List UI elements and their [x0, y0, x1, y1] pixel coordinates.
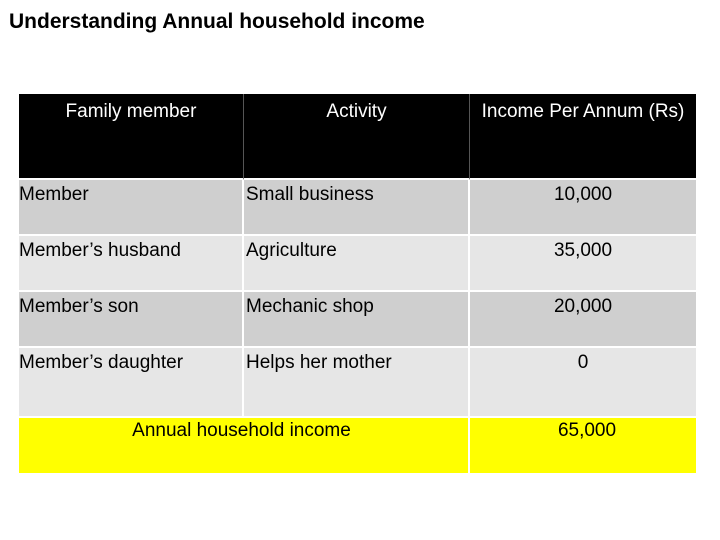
income-cell: 10,000 [470, 180, 696, 236]
total-value: 65,000 [470, 418, 696, 473]
income-table [19, 94, 696, 473]
member-cell: Member [19, 180, 244, 236]
table-row [19, 236, 696, 292]
page-title: Understanding Annual household income [9, 10, 425, 33]
activity-cell: Small business [244, 180, 470, 236]
activity-cell: Agriculture [244, 236, 470, 292]
header-family-member: Family member [19, 94, 244, 180]
member-cell: Member’s husband [19, 236, 244, 292]
header-income: Income Per Annum (Rs) [470, 94, 696, 180]
table-row [19, 180, 696, 236]
header-activity: Activity [244, 94, 470, 180]
table-row [19, 348, 696, 418]
activity-cell: Helps her mother [244, 348, 470, 418]
total-label: Annual household income [19, 418, 470, 473]
member-cell: Member’s daughter [19, 348, 244, 418]
income-cell: 35,000 [470, 236, 696, 292]
table-header-row [19, 94, 696, 180]
income-cell: 0 [470, 348, 696, 418]
total-row [19, 418, 696, 473]
member-cell: Member’s son [19, 292, 244, 348]
income-cell: 20,000 [470, 292, 696, 348]
activity-cell: Mechanic shop [244, 292, 470, 348]
table-row [19, 292, 696, 348]
